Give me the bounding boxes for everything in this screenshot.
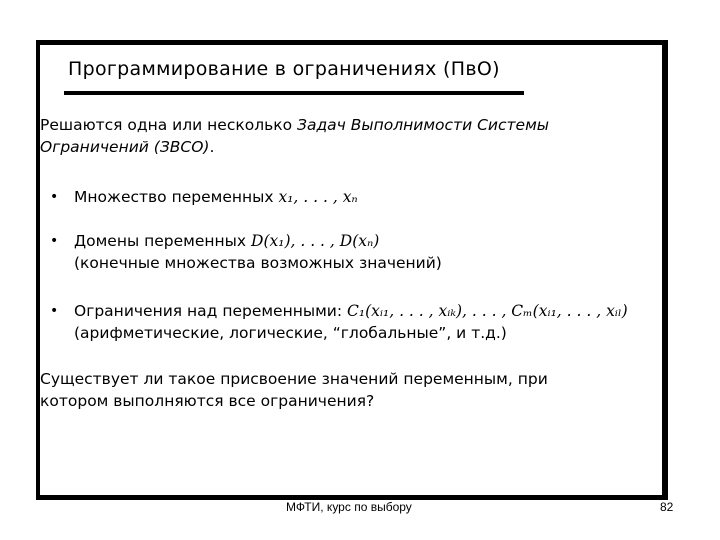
page-number: 82 [660, 500, 674, 514]
bullet-dot-icon: • [50, 189, 59, 205]
bullet-dot-icon: • [50, 233, 59, 249]
bullet-math: x₁, . . . , xₙ [278, 188, 358, 206]
intro-end: . [209, 138, 215, 156]
bullet-subtext: (арифметические, логические, “глобальные”, и т.д.) [74, 324, 507, 342]
intro-start: Решаются одна или несколько [40, 116, 298, 134]
question-paragraph: Существует ли такое присвоение значений переменным, при котором выполняются все ограничения? [40, 370, 548, 410]
bullet-label: Ограничения над переменными: [74, 302, 348, 320]
slide-title: Программирование в ограничениях (ПвО) [68, 58, 500, 80]
bullet-label: Множество переменных [74, 188, 279, 206]
intro-italic: Задач Выполнимости Системы Ограничений (ЗВСО) [40, 116, 549, 156]
bullet-math: D(x₁), . . . , D(xₙ) [251, 232, 380, 250]
bullet-text [74, 186, 358, 208]
bullet-subtext: (конечные множества возможных значений) [74, 254, 442, 272]
title-underline [64, 91, 524, 95]
bullet-math: C₁(xᵢ₁, . . . , xᵢₖ), . . . , Cₘ(xᵢ₁, . . . , xᵢₗ) [347, 302, 628, 320]
footer-course: МФТИ, курс по выбору [286, 500, 412, 514]
intro-paragraph [40, 114, 580, 158]
bullet-dot-icon: • [50, 303, 59, 319]
bullet-label: Домены переменных [74, 232, 252, 250]
bullet-text [74, 300, 628, 322]
bullet-text [74, 230, 379, 252]
